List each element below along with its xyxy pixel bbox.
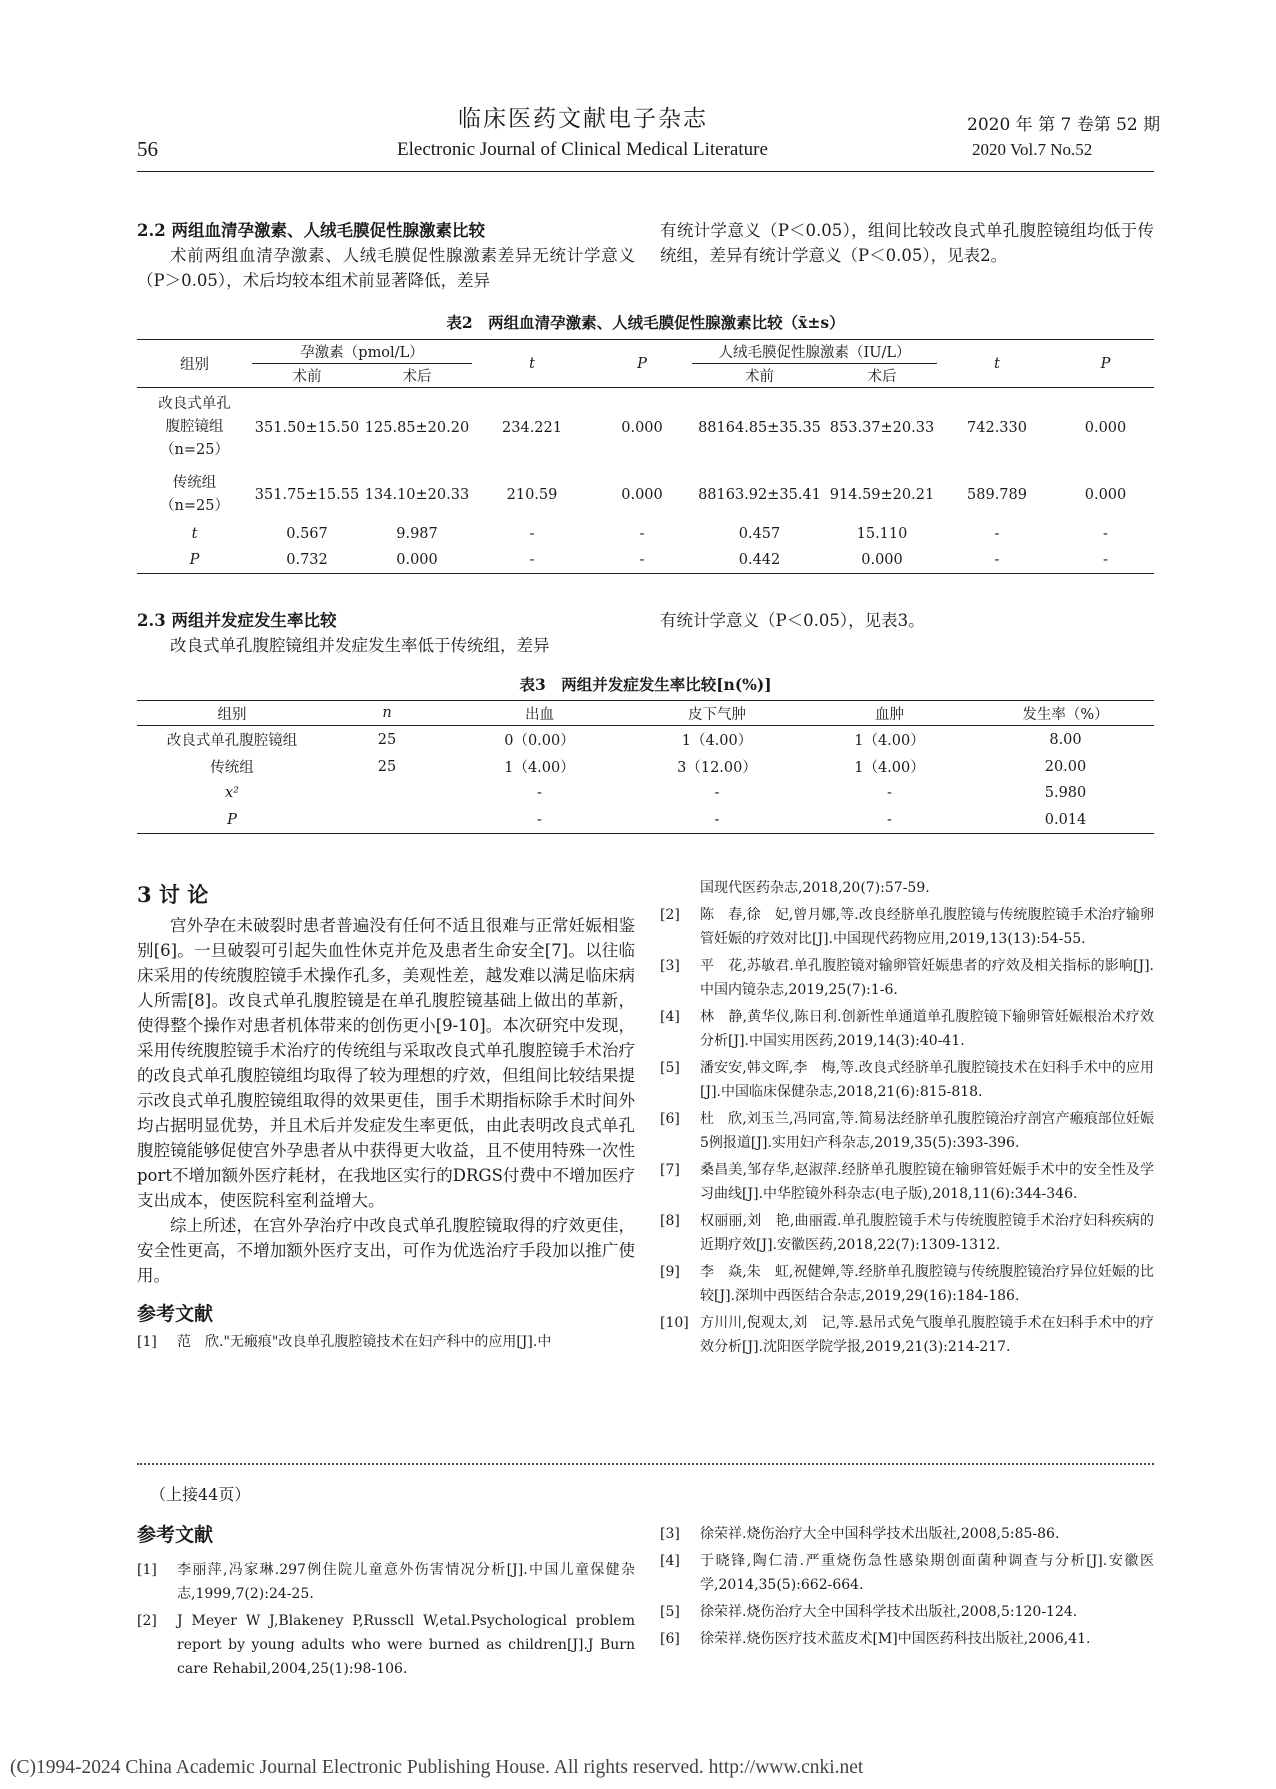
t2-r0-p2: 0.000 xyxy=(1084,419,1127,436)
section-2-3-heading: 2.3 两组并发症发生率比较 xyxy=(137,611,337,630)
t3-h2: 出血 xyxy=(447,701,632,726)
t2-h-p2: P xyxy=(1057,340,1154,388)
t3-r3-c4: - xyxy=(887,811,892,828)
table-row xyxy=(137,754,1154,780)
t2-r3-p2: - xyxy=(1103,551,1108,568)
reference-number: [2] xyxy=(660,907,680,923)
t2-h-group: 组别 xyxy=(137,340,252,388)
t3-r0-c2: 0（0.00） xyxy=(504,733,575,750)
t2-r1-g2: （n=25） xyxy=(160,497,229,514)
reference-number: [3] xyxy=(660,958,680,974)
t2-r2-t2: - xyxy=(994,526,1000,542)
reference-text: 徐荣祥.烧伤医疗技术蓝皮术[M]中国医药科技出版社,2006,41. xyxy=(700,1631,1091,1647)
reference-text: 李 焱,朱 虹,祝健婵,等.经脐单孔腹腔镜与传统腹腔镜治疗异位妊娠的比较[J].深圳中西医结合杂志,2019,29(16):184-186. xyxy=(700,1264,1154,1304)
t3-r0-c3: 1（4.00） xyxy=(681,733,753,750)
reference-number: [4] xyxy=(660,1553,680,1569)
t2-h-prog: 孕激素（pmol/L） xyxy=(252,340,472,364)
t2-r2-p1: - xyxy=(639,526,645,542)
section-2-3-left xyxy=(137,608,635,658)
t3-r0-c1: 25 xyxy=(377,731,397,748)
header-rule xyxy=(137,171,1154,172)
reference-item xyxy=(660,1107,1154,1155)
section-separator xyxy=(137,1463,1154,1465)
reference-text: 桑昌美,邹存华,赵淑萍.经脐单孔腹腔镜在输卵管妊娠手术中的安全性及学习曲线[J].中华腔镜外科杂志(电子版),2018,11(6):344-346. xyxy=(700,1162,1154,1202)
t2-r1-t2: 589.789 xyxy=(967,486,1027,503)
section-2-2-heading: 2.2 两组血清孕激素、人绒毛膜促性腺激素比较 xyxy=(137,221,485,240)
table-row xyxy=(137,780,1154,807)
t3-r3-c1 xyxy=(327,807,447,834)
t2-r0-t1: 234.221 xyxy=(502,419,562,436)
t3-r3-c3: - xyxy=(714,811,720,828)
continued-references-heading: 参考文献 xyxy=(137,1524,214,1546)
section-3-para-2: 综上所述，在宫外孕治疗中改良式单孔腹腔镜取得的疗效更佳，安全性更高，不增加额外医疗支出，可作为优选治疗手段加以推广使用。 xyxy=(137,1216,635,1285)
section-2-2-text-left: 术前两组血清孕激素、人绒毛膜促性腺激素差异无统计学意义（P＞0.05），术后均较本组术前显著降低，差异 xyxy=(137,246,635,290)
reference-item xyxy=(137,1558,635,1606)
continued-references-left xyxy=(137,1558,635,1684)
journal-title-cn: 临床医药文献电子杂志 xyxy=(458,106,708,132)
t2-r3-t1: - xyxy=(529,551,535,568)
t2-h-t1: t xyxy=(472,340,592,388)
t2-h-prog-pre: 术前 xyxy=(252,364,362,388)
section-2-3-text-right: 有统计学意义（P＜0.05），见表3。 xyxy=(660,611,925,630)
reference-text: 李丽萍,冯家琳.297例住院儿童意外伤害情况分析[J].中国儿童保健杂志,1999,7(2):24-25. xyxy=(177,1562,635,1602)
reference-text: 林 静,黄华仪,陈日利.创新性单通道单孔腹腔镜下输卵管妊娠根治术疗效分析[J].中国实用医药,2019,14(3):40-41. xyxy=(700,1009,1154,1049)
t2-h-hcg-pre: 术前 xyxy=(692,364,827,388)
reference-item xyxy=(660,1600,1154,1624)
t3-r0-c5: 8.00 xyxy=(1049,731,1082,748)
journal-title-en: Electronic Journal of Clinical Medical Literature xyxy=(397,139,768,160)
t2-r3-prog-post: 0.000 xyxy=(396,551,438,568)
reference-item xyxy=(660,1311,1154,1359)
t2-r1-prog-post: 134.10±20.33 xyxy=(364,486,470,503)
t3-r1-c3: 3（12.00） xyxy=(677,760,757,776)
t2-r0-prog-post: 125.85±20.20 xyxy=(364,419,470,436)
reference-number: [7] xyxy=(660,1162,680,1178)
reference-number: [1] xyxy=(137,1562,157,1578)
continued-references-right xyxy=(660,1522,1154,1654)
reference-number: [1] xyxy=(137,1334,157,1350)
t2-r1-p1: 0.000 xyxy=(621,486,663,503)
table3 xyxy=(137,700,1154,834)
t2-r1-hcg-pre: 88163.92±35.41 xyxy=(698,486,821,503)
section-3-heading: 3 讨 论 xyxy=(137,882,209,907)
reference-item xyxy=(660,1522,1154,1546)
table-row xyxy=(137,547,1154,574)
t2-r2-t1: - xyxy=(529,526,535,542)
t2-r2-prog-post: 9.987 xyxy=(396,526,438,542)
reference-item xyxy=(137,1330,635,1354)
table-row xyxy=(137,807,1154,834)
reference-text: 潘安安,韩文晖,李 梅,等.改良式经脐单孔腹腔镜技术在妇科手术中的应用[J].中国临床保健杂志,2018,21(6):815-818. xyxy=(700,1060,1154,1100)
t2-h-p1: P xyxy=(592,340,692,388)
t2-r3-g1: P xyxy=(189,551,200,568)
section-2-3-text-left: 改良式单孔腹腔镜组并发症发生率低于传统组，差异 xyxy=(170,636,550,655)
t2-r0-g3: （n=25） xyxy=(160,442,229,459)
reference-item xyxy=(660,1260,1154,1308)
table3-caption: 表3 两组并发症发生率比较[n(%)] xyxy=(519,675,772,694)
reference-text: J Meyer W J,Blakeney P,Russcll W,etal.Psychological problem report by young adults who were burned as children[J].J Burn care Rehabil,2004,25(1):98-106. xyxy=(177,1613,635,1677)
table2 xyxy=(137,339,1154,574)
reference-text: 方川川,倪观太,刘 记,等.悬吊式免气腹单孔腹腔镜手术在妇科手术中的疗效分析[J].沈阳医学院学报,2019,21(3):214-217. xyxy=(700,1315,1154,1355)
t3-r2-c2: - xyxy=(537,785,542,801)
reference-item xyxy=(660,1158,1154,1206)
t3-r3-c0: P xyxy=(227,811,237,828)
table2-caption: 表2 两组血清孕激素、人绒毛膜促性腺激素比较（x̄±s） xyxy=(446,313,845,332)
t2-r2-hcg-pre: 0.457 xyxy=(738,526,781,542)
reference-number: [2] xyxy=(137,1613,157,1629)
table-row xyxy=(137,388,1154,468)
t2-r2-g1: t xyxy=(191,526,198,542)
t2-r0-g1: 改良式单孔 xyxy=(158,396,231,413)
t2-r2-p2: - xyxy=(1103,526,1108,542)
t3-h3: 皮下气肿 xyxy=(632,701,802,726)
reference-item xyxy=(660,903,1154,951)
t3-r3-c2: - xyxy=(537,811,542,828)
reference-number: [6] xyxy=(660,1111,680,1127)
t3-r2-c1 xyxy=(327,780,447,807)
t3-r0-c4: 1（4.00） xyxy=(854,733,925,750)
t2-r3-hcg-pre: 0.442 xyxy=(738,551,781,568)
t2-r0-prog-pre: 351.50±15.50 xyxy=(254,419,360,436)
reference-text: 平 花,苏敏君.单孔腹腔镜对输卵管妊娠患者的疗效及相关指标的影响[J].中国内镜杂志,2019,25(7):1-6. xyxy=(700,958,1154,998)
t2-r1-g1: 传统组 xyxy=(172,474,217,491)
t2-r1-prog-pre: 351.75±15.55 xyxy=(254,486,360,503)
t2-r1-hcg-post: 914.59±20.21 xyxy=(829,486,935,503)
t3-r2-c3: - xyxy=(714,785,720,801)
references-list-left xyxy=(137,1330,635,1354)
reference-item xyxy=(660,876,1154,900)
table-row xyxy=(137,726,1154,754)
reference-number: [5] xyxy=(660,1060,680,1076)
t2-r3-hcg-post: 0.000 xyxy=(861,551,903,568)
t2-h-prog-post: 术后 xyxy=(362,364,472,388)
t3-r1-c0: 传统组 xyxy=(210,760,254,776)
t2-r0-hcg-pre: 88164.85±35.35 xyxy=(698,419,821,436)
t3-r0-c0: 改良式单孔腹腔镜组 xyxy=(166,733,298,750)
reference-item xyxy=(660,1005,1154,1053)
t2-r0-hcg-post: 853.37±20.33 xyxy=(829,419,935,436)
reference-number: [4] xyxy=(660,1009,680,1025)
t2-r3-p1: - xyxy=(639,551,645,568)
reference-number: [6] xyxy=(660,1631,680,1647)
t3-r1-c4: 1（4.00） xyxy=(854,760,925,776)
section-3 xyxy=(137,882,635,1357)
reference-number: [5] xyxy=(660,1604,680,1620)
issue-en: 2020 Vol.7 No.52 xyxy=(972,140,1093,159)
t2-r2-hcg-post: 15.110 xyxy=(856,526,908,542)
t2-r0-p1: 0.000 xyxy=(621,419,663,436)
reference-text: 范 欣."无瘢痕"改良单孔腹腔镜技术在妇产科中的应用[J].中 xyxy=(177,1334,552,1350)
reference-item xyxy=(660,1209,1154,1257)
reference-text: 权丽丽,刘 艳,曲丽霞.单孔腹腔镜手术与传统腹腔镜手术治疗妇科疾病的近期疗效[J].安徽医药,2018,22(7):1309-1312. xyxy=(700,1213,1154,1253)
t2-r2-prog-pre: 0.567 xyxy=(286,526,328,542)
references-list-right xyxy=(660,876,1154,1362)
t2-r3-t2: - xyxy=(994,551,1000,568)
section-3-para-1: 宫外孕在未破裂时患者普遍没有任何不适且很难与正常妊娠相鉴别[6]。一旦破裂可引起失血性休克并危及患者生命安全[7]。以往临床采用的传统腹腔镜手术操作孔多，美观性差，越发难以满足临床病人所需[8]。改良式单孔腹腔镜是在单孔腹腔镜基础上做出的革新，使得整个操作对患者机体带来的创伤更小[9-10]。本次研究中发现，采用传统腹腔镜手术治疗的传统组与采取改良式单孔腹腔镜手术治疗的改良式单孔腹腔镜组均取得了较为理想的疗效，但组间比较结果提示改良式单孔腹腔镜组取得的效果更佳，围手术期指标除手术时间外均占据明显优势，并且术后并发症发生率更低，由此表明改良式单孔腹腔镜能够促使宫外孕患者从中获得更大收益，且不使用特殊一次性port不增加额外医疗耗材，在我地区实行的DRGS付费中不增加医疗支出成本，使医院科室利益增大。 xyxy=(137,916,635,1210)
t3-r1-c2: 1（4.00） xyxy=(504,760,575,776)
t2-h-t2: t xyxy=(937,340,1057,388)
section-2-2-left xyxy=(137,218,635,293)
reference-item xyxy=(660,954,1154,1002)
issue-cn: 2020 年 第 7 卷第 52 期 xyxy=(967,115,1161,135)
reference-text: 国现代医药杂志,2018,20(7):57-59. xyxy=(700,880,930,896)
t3-r2-c5: 5.980 xyxy=(1044,785,1087,801)
t3-h1: n xyxy=(327,701,447,726)
reference-number: [9] xyxy=(660,1264,680,1280)
copyright-footer: (C)1994-2024 China Academic Journal Electronic Publishing House. All rights reserved. http://www.cnki.net xyxy=(10,1757,864,1778)
table-row xyxy=(137,468,1154,522)
reference-text: 杜 欣,刘玉兰,冯同富,等.简易法经脐单孔腹腔镜治疗剖宫产瘢痕部位妊娠5例报道[J].实用妇产科杂志,2019,35(5):393-396. xyxy=(700,1111,1154,1151)
t2-h-hcg-post: 术后 xyxy=(827,364,937,388)
table-row xyxy=(137,522,1154,547)
t2-r1-p2: 0.000 xyxy=(1084,486,1127,503)
t3-r1-c5: 20.00 xyxy=(1044,758,1087,775)
reference-item xyxy=(660,1627,1154,1651)
continued-from-label: （上接44页） xyxy=(150,1485,251,1504)
section-2-3-right xyxy=(660,608,1154,633)
t2-r0-g2: 腹腔镜组 xyxy=(165,419,224,436)
section-2-2-text-right: 有统计学意义（P＜0.05），组间比较改良式单孔腹腔镜组均低于传统组，差异有统计学意义（P＜0.05），见表2。 xyxy=(660,221,1154,265)
t3-h5: 发生率（%） xyxy=(977,701,1154,726)
reference-number: [3] xyxy=(660,1526,680,1542)
t3-r1-c1: 25 xyxy=(377,758,397,775)
reference-item xyxy=(660,1056,1154,1104)
t3-r2-c0: x² xyxy=(225,785,239,801)
reference-number xyxy=(660,876,700,900)
t3-h4: 血肿 xyxy=(802,701,977,726)
reference-number: [8] xyxy=(660,1213,680,1229)
section-2-2-right xyxy=(660,218,1154,268)
reference-number: [10] xyxy=(660,1315,689,1331)
t2-h-hcg: 人绒毛膜促性腺激素（IU/L） xyxy=(692,340,937,364)
t3-r3-c5: 0.014 xyxy=(1044,811,1087,828)
t2-r1-t1: 210.59 xyxy=(506,486,558,503)
reference-text: 陈 春,徐 妃,曾月娜,等.改良经脐单孔腹腔镜与传统腹腔镜手术治疗输卵管妊娠的疗效对比[J].中国现代药物应用,2019,13(13):54-55. xyxy=(700,907,1154,947)
reference-text: 徐荣祥.烧伤治疗大全中国科学技术出版社,2008,5:85-86. xyxy=(700,1526,1060,1542)
reference-item xyxy=(660,1549,1154,1597)
t2-r0-t2: 742.330 xyxy=(967,419,1027,436)
reference-text: 于晓锋,陶仁清.严重烧伤急性感染期创面菌种调查与分析[J].安徽医学,2014,35(5):662-664. xyxy=(700,1553,1154,1593)
reference-text: 徐荣祥.烧伤治疗大全中国科学技术出版社,2008,5:120-124. xyxy=(700,1604,1078,1620)
t3-r2-c4: - xyxy=(887,785,892,801)
references-heading: 参考文献 xyxy=(137,1303,214,1325)
reference-item xyxy=(137,1609,635,1681)
t3-h0: 组别 xyxy=(137,701,327,726)
page-number: 56 xyxy=(137,137,158,161)
t2-r3-prog-pre: 0.732 xyxy=(286,551,328,568)
